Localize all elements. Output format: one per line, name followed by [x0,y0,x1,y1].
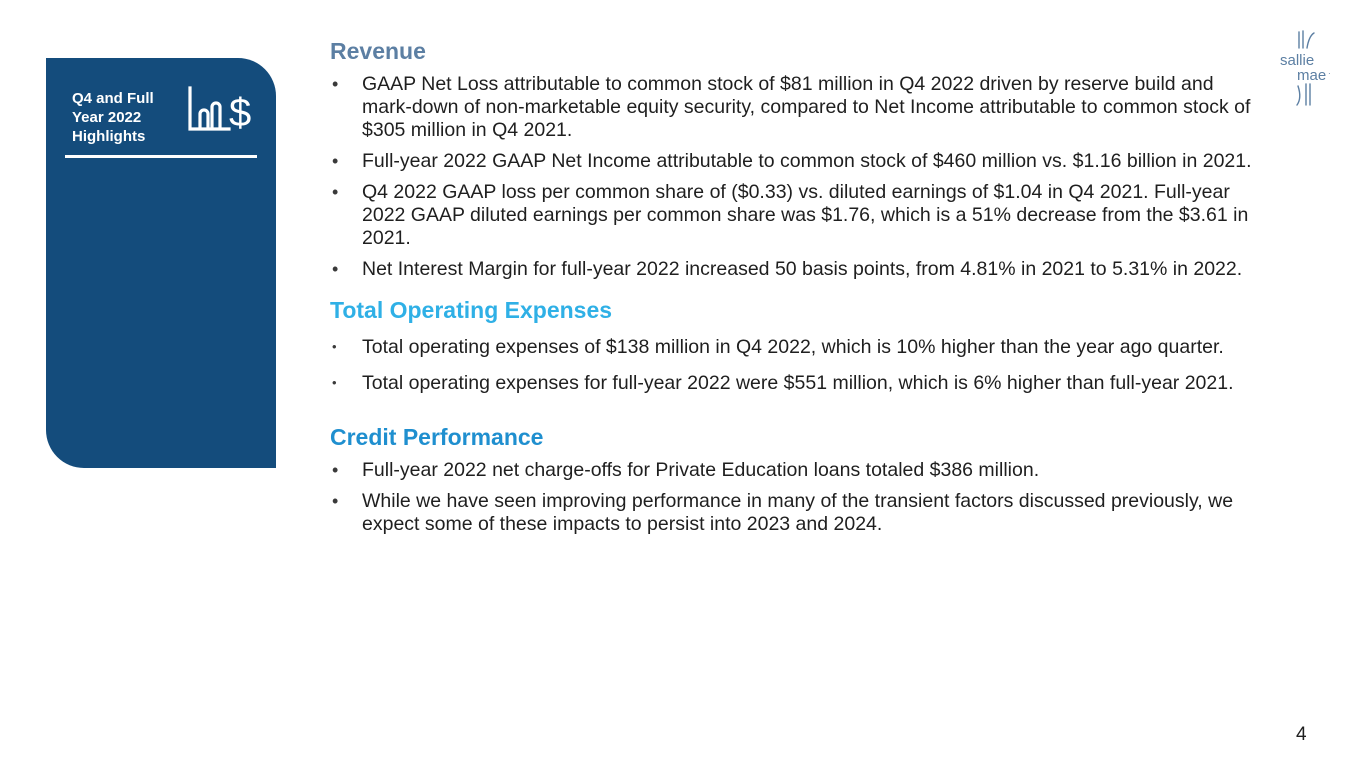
list-item [330,150,1260,173]
opex-list [330,332,1260,398]
list-item [330,368,1260,398]
bullet-text: Full-year 2022 net charge-offs for Private Education loans totaled $386 million. [362,459,1040,481]
bullet-dot: • [332,74,339,94]
list-item [330,181,1260,250]
bullet-text: Total operating expenses for full-year 2022 were $551 million, which is 6% higher than full-year 2021. [362,372,1234,394]
list-item [330,258,1260,281]
bullet-dot: • [332,339,337,354]
panel-divider [65,155,257,158]
logo-text-1: sallie [1280,52,1315,69]
list-item [330,73,1260,142]
bullet-dot: • [332,151,339,171]
bullet-text: Net Interest Margin for full-year 2022 increased 50 basis points, from 4.81% in 2021 to 5.31% in 2022. [362,258,1243,280]
svg-text:$: $ [229,91,252,135]
bullet-text: Q4 2022 GAAP loss per common share of ($0.33) vs. diluted earnings of $1.04 in Q4 2021. Full-year 2022 GAAP diluted earnings per common share was $1.76, which is a 51% decrease from the $3.61 in 2021. [362,181,1249,249]
bullet-text: Total operating expenses of $138 million in Q4 2022, which is 10% higher than the year ago quarter. [362,336,1224,358]
logo-text-2: mae [1297,67,1327,84]
slide-content [330,34,1260,544]
list-item [330,332,1260,362]
bullet-dot: • [332,375,337,390]
revenue-list [330,73,1260,281]
bullet-text: GAAP Net Loss attributable to common stock of $81 million in Q4 2022 driven by reserve build and mark-down of non-marketable equity security, compared to Net Income attributable to common stock of $305 million in Q4 2021. [362,73,1251,141]
page-number: 4 [1296,724,1307,745]
highlights-panel [46,58,276,468]
bullet-dot: • [332,259,339,279]
bullet-dot: • [332,182,339,202]
bar-chart-dollar-icon [187,84,257,146]
panel-title: Q4 and Full Year 2022 Highlights [72,90,154,145]
bullet-dot: • [332,491,339,511]
bullet-text: Full-year 2022 GAAP Net Income attributable to common stock of $460 million vs. $1.16 billion in 2021. [362,150,1252,172]
heading-operating-expenses: Total Operating Expenses [330,297,613,323]
heading-revenue: Revenue [330,38,426,64]
credit-list [330,459,1260,536]
sallie-mae-logo [1276,28,1336,110]
list-item [330,490,1260,536]
list-item [330,459,1260,482]
logo-mark: · [1328,69,1331,78]
bullet-dot: • [332,460,339,480]
bullet-text: While we have seen improving performance in many of the transient factors discussed previously, we expect some of these impacts to persist into 2023 and 2024. [362,490,1234,535]
heading-credit-performance: Credit Performance [330,424,544,450]
